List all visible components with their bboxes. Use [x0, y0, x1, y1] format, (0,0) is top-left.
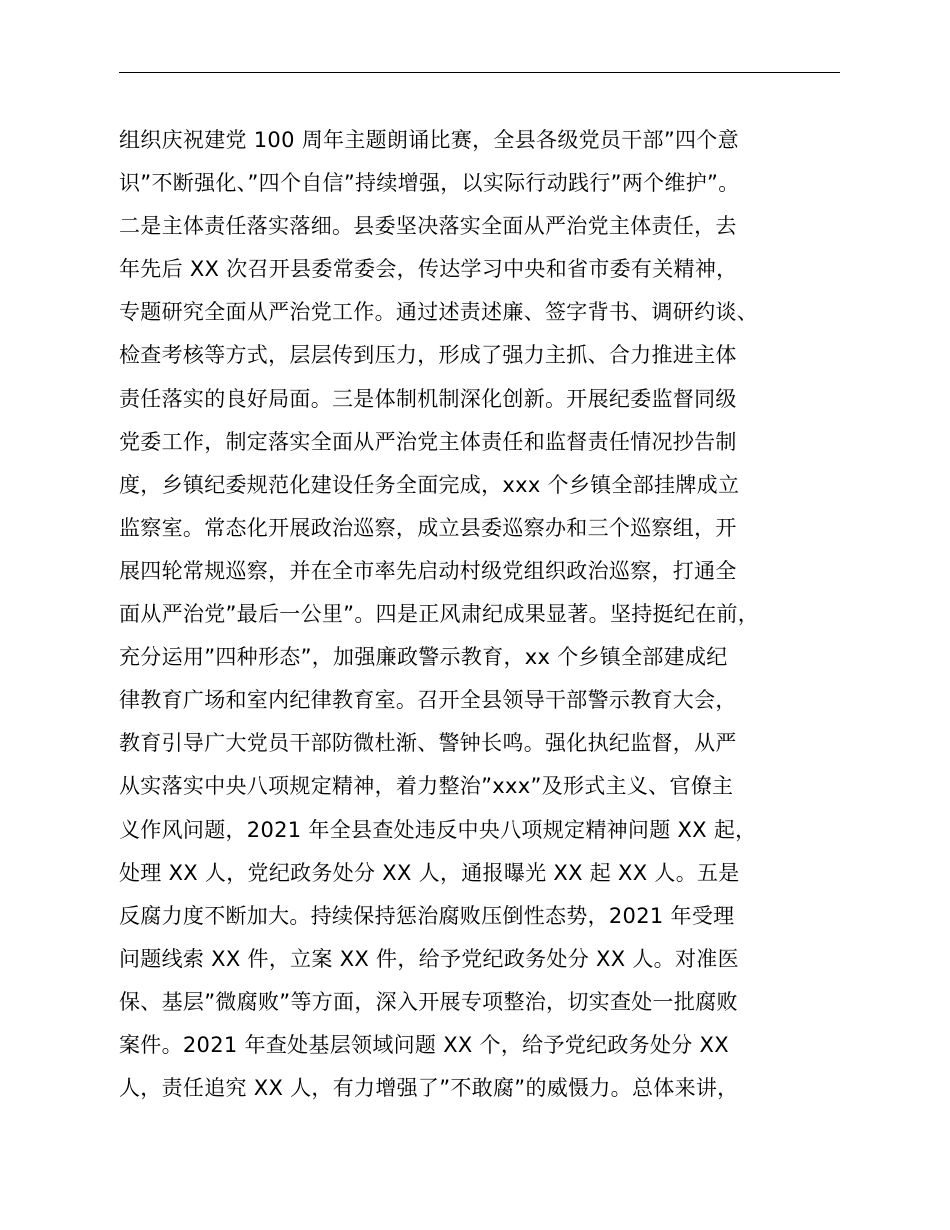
body-text — [119, 119, 864, 1110]
text-line: 党委工作，制定落实全面从严治党主体责任和监督责任情况抄告制 — [119, 429, 737, 454]
text-line: 问题线索 XX 件，立案 XX 件，给予党纪政务处分 XX 人。对准医 — [119, 946, 739, 971]
text-line: 面从严治党”最后一公里”。四是正风肃纪成果显著。坚持挺纪在前， — [119, 602, 760, 627]
text-line: 组织庆祝建党 100 周年主题朗诵比赛，全县各级党员干部”四个意 — [119, 128, 739, 152]
text-line: 责任落实的良好局面。三是体制机制深化创新。开展纪委监督同级 — [119, 386, 737, 411]
text-line: 保、基层”微腐败”等方面，深入开展专项整治，切实查处一批腐败 — [119, 989, 738, 1014]
text-line: 教育引导广大党员干部防微杜渐、警钟长鸣。强化执纪监督，从严 — [119, 731, 737, 756]
text-line: 处理 XX 人，党纪政务处分 XX 人，通报曝光 XX 起 XX 人。五是 — [119, 860, 740, 885]
text-line: 年先后 XX 次召开县委常委会，传达学习中央和省市委有关精神， — [119, 257, 738, 282]
text-line: 展四轮常规巡察，并在全市率先启动村级党组织政治巡察，打通全 — [119, 558, 737, 583]
text-line: 检查考核等方式，层层传到压力，形成了强力主抓、合力推进主体 — [119, 343, 737, 368]
text-line: 人，责任追究 XX 人，有力增强了”不敢腐”的威慑力。总体来讲， — [119, 1076, 739, 1101]
text-line: 专题研究全面从严治党工作。通过述责述廉、签字背书、调研约谈、 — [119, 300, 758, 325]
text-line: 监察室。常态化开展政治巡察，成立县委巡察办和三个巡察组，开 — [119, 515, 737, 540]
text-line: 义作风问题，2021 年全县查处违反中央八项规定精神问题 XX 起， — [119, 817, 757, 842]
text-line: 度，乡镇纪委规范化建设任务全面完成，xxx 个乡镇全部挂牌成立 — [119, 472, 740, 497]
text-line: 律教育广场和室内纪律教育室。召开全县领导干部警示教育大会， — [119, 688, 737, 713]
text-line: 二是主体责任落实落细。县委坚决落实全面从严治党主体责任，去 — [119, 214, 737, 239]
header-rule — [119, 72, 840, 73]
text-line: 反腐力度不断加大。持续保持惩治腐败压倒性态势，2021 年受理 — [119, 903, 735, 928]
text-line: 从实落实中央八项规定精神，着力整治”xxx”及形式主义、官僚主 — [119, 774, 734, 799]
text-line: 充分运用”四种形态”，加强廉政警示教育，xx 个乡镇全部建成纪 — [119, 645, 728, 670]
text-line: 案件。2021 年查处基层领域问题 XX 个，给予党纪政务处分 XX — [119, 1032, 729, 1057]
text-line: 识”不断强化、”四个自信”持续增强，以实际行动践行”两个维护”。 — [119, 171, 740, 196]
